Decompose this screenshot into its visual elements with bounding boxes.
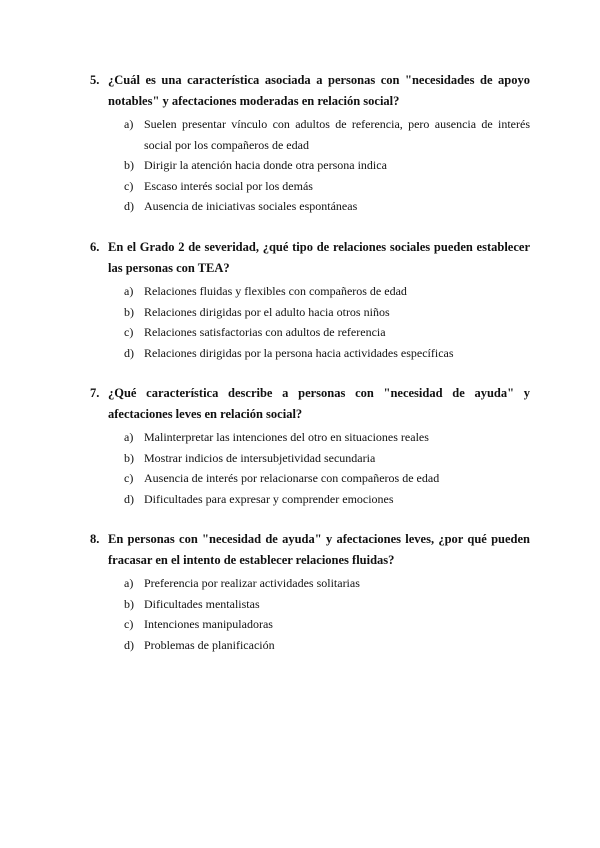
option-text: Malinterpretar las intenciones del otro en situaciones reales [144, 430, 429, 444]
question-heading [90, 237, 530, 278]
option-text: Dificultades mentalistas [144, 596, 260, 611]
option-text: Escaso interés social por los demás [144, 178, 313, 193]
option-text: Relaciones satisfactorias con adultos de referencia [144, 325, 386, 339]
option-text: Suelen presentar vínculo con adultos de referencia, pero ausencia de interés social por los compañeros de edad [144, 117, 530, 152]
option-d [124, 489, 530, 510]
question-number: 8. [90, 532, 100, 546]
option-b [124, 448, 530, 469]
answer-options [90, 114, 530, 217]
option-letter: a) [124, 117, 134, 131]
option-letter: c) [124, 325, 134, 339]
option-c [124, 176, 530, 197]
question-text: En el Grado 2 de severidad, ¿qué tipo de relaciones sociales pueden establecer las personas con TEA? [108, 240, 530, 275]
option-c [124, 468, 530, 489]
option-letter: b) [124, 450, 134, 465]
option-letter: b) [124, 596, 134, 611]
question-7 [90, 383, 530, 509]
option-letter: b) [124, 158, 134, 172]
option-b [124, 302, 530, 323]
answer-options [90, 281, 530, 363]
option-letter: b) [124, 304, 134, 319]
option-text: Intenciones manipuladoras [144, 617, 273, 631]
option-letter: d) [124, 491, 134, 506]
option-text: Relaciones dirigidas por el adulto hacia otros niños [144, 304, 390, 319]
option-text: Relaciones dirigidas por la persona hacia actividades específicas [144, 345, 454, 360]
option-letter: d) [124, 637, 134, 652]
option-a [124, 427, 530, 448]
option-text: Dificultades para expresar y comprender emociones [144, 491, 394, 506]
option-a [124, 573, 530, 594]
question-number: 5. [90, 73, 100, 87]
question-heading [90, 529, 530, 570]
option-text: Ausencia de interés por relacionarse con compañeros de edad [144, 471, 440, 485]
question-text: ¿Qué característica describe a personas con "necesidad de ayuda" y afectaciones leves en relación social? [108, 386, 530, 421]
question-text: ¿Cuál es una característica asociada a personas con "necesidades de apoyo notables" y afectaciones moderadas en relación social? [108, 73, 530, 108]
question-heading [90, 70, 530, 111]
option-text: Ausencia de iniciativas sociales espontáneas [144, 199, 358, 213]
question-6 [90, 237, 530, 363]
option-d [124, 343, 530, 364]
question-5 [90, 70, 530, 217]
option-b [124, 594, 530, 615]
option-d [124, 635, 530, 656]
option-text: Mostrar indicios de intersubjetividad secundaria [144, 450, 376, 465]
option-letter: d) [124, 199, 134, 213]
option-a [124, 114, 530, 155]
option-letter: c) [124, 617, 134, 631]
option-c [124, 614, 530, 635]
option-text: Preferencia por realizar actividades solitarias [144, 576, 360, 590]
option-text: Relaciones fluidas y flexibles con compañeros de edad [144, 284, 407, 298]
option-letter: c) [124, 471, 134, 485]
option-text: Dirigir la atención hacia donde otra persona indica [144, 158, 387, 172]
option-letter: d) [124, 345, 134, 360]
option-letter: a) [124, 576, 134, 590]
answer-options [90, 573, 530, 655]
option-letter: a) [124, 430, 134, 444]
option-letter: a) [124, 284, 134, 298]
question-heading [90, 383, 530, 424]
question-number: 7. [90, 386, 100, 400]
option-d [124, 196, 530, 217]
answer-options [90, 427, 530, 509]
question-8 [90, 529, 530, 655]
option-text: Problemas de planificación [144, 637, 275, 652]
option-b [124, 155, 530, 176]
question-number: 6. [90, 240, 100, 254]
option-a [124, 281, 530, 302]
question-text: En personas con "necesidad de ayuda" y afectaciones leves, ¿por qué pueden fracasar en el intento de establecer relaciones fluidas? [108, 532, 530, 567]
option-c [124, 322, 530, 343]
option-letter: c) [124, 178, 134, 193]
